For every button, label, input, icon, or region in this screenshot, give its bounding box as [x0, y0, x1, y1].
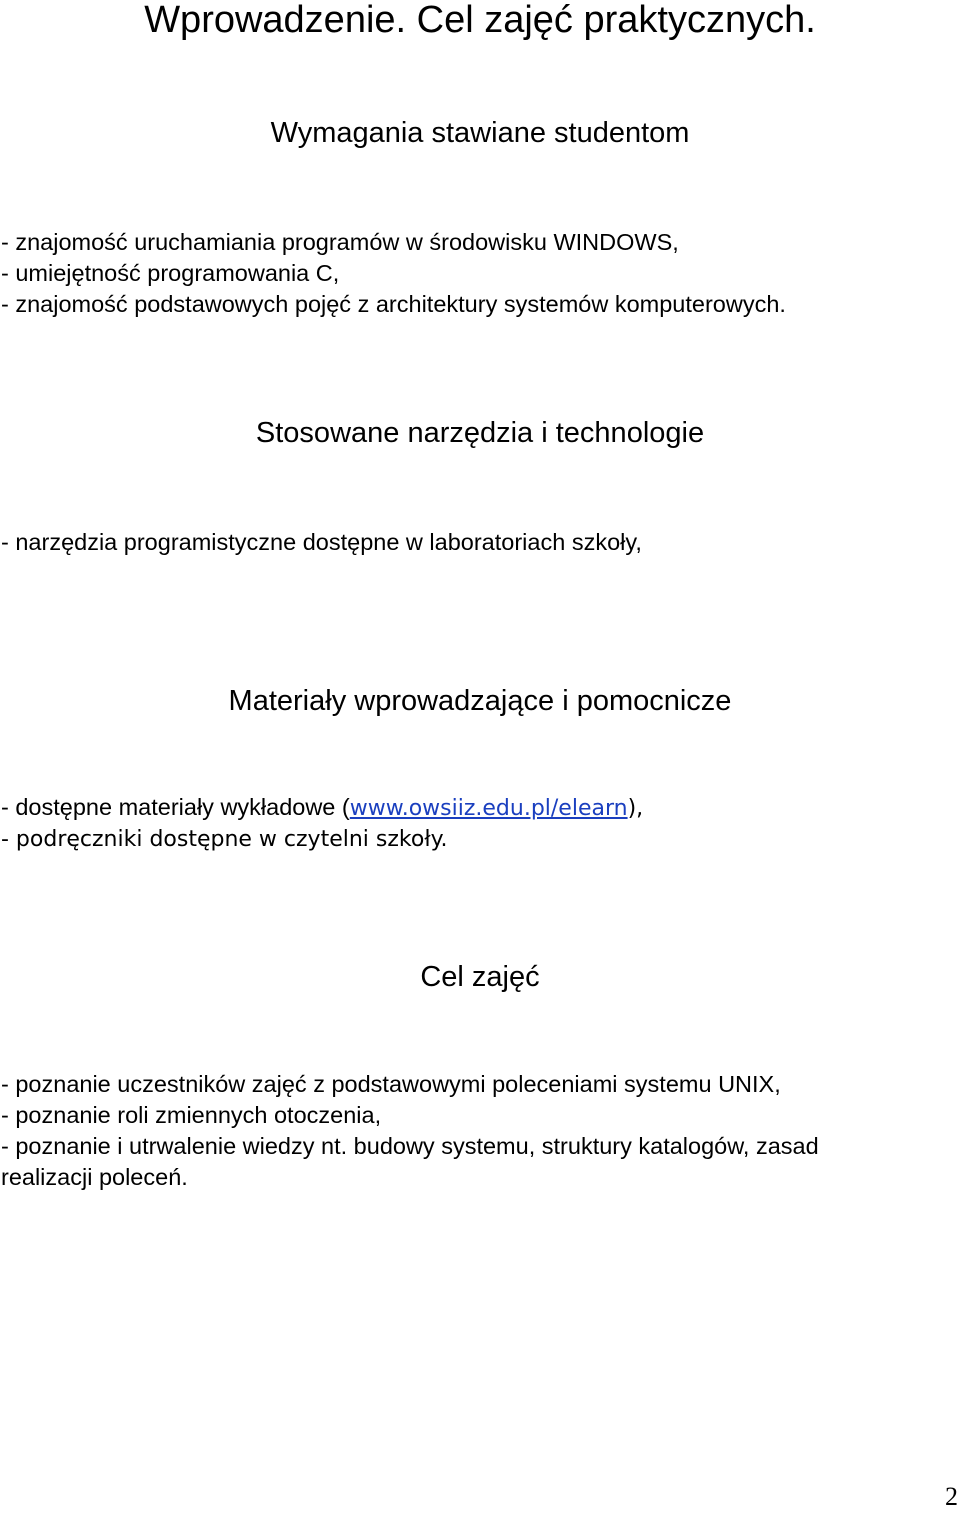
list-item: - narzędzia programistyczne dostępne w laboratoriach szkoły, [1, 529, 642, 555]
goal-list [1, 1069, 951, 1193]
section-heading-goal: Cel zajęć [420, 961, 540, 993]
tools-list [1, 527, 951, 558]
section-heading-materials: Materiały wprowadzające i pomocnicze [228, 685, 732, 717]
requirements-list [1, 227, 951, 320]
list-item: - poznanie roli zmiennych otoczenia, [1, 1102, 382, 1128]
section-heading-tools: Stosowane narzędzia i technologie [255, 417, 705, 449]
page-title: Wprowadzenie. Cel zajęć praktycznych. [144, 0, 816, 41]
list-item-lecture-materials [1, 792, 951, 824]
list-item: - poznanie uczestników zajęć z podstawowymi poleceniami systemu UNIX, [1, 1071, 781, 1097]
elearn-link[interactable]: www.owsiiz.edu.pl/elearn [349, 796, 628, 821]
page-number: 2 [945, 1482, 958, 1511]
list-item: - umiejętność programowania C, [1, 260, 340, 286]
section-heading-requirements: Wymagania stawiane studentom [270, 117, 690, 149]
list-item-suffix: ), [627, 796, 644, 821]
list-item-handbooks: - podręczniki dostępne w czytelni szkoły. [1, 827, 448, 852]
list-item: - znajomość podstawowych pojęć z architektury systemów komputerowych. [1, 291, 786, 317]
materials-list [1, 792, 951, 855]
list-item: - znajomość uruchamiania programów w środowisku WINDOWS, [1, 229, 679, 255]
list-item-prefix: - dostępne materiały wykładowe ( [1, 794, 350, 820]
list-item: realizacji poleceń. [1, 1164, 188, 1190]
list-item: - poznanie i utrwalenie wiedzy nt. budowy systemu, struktury katalogów, zasad [1, 1133, 819, 1159]
